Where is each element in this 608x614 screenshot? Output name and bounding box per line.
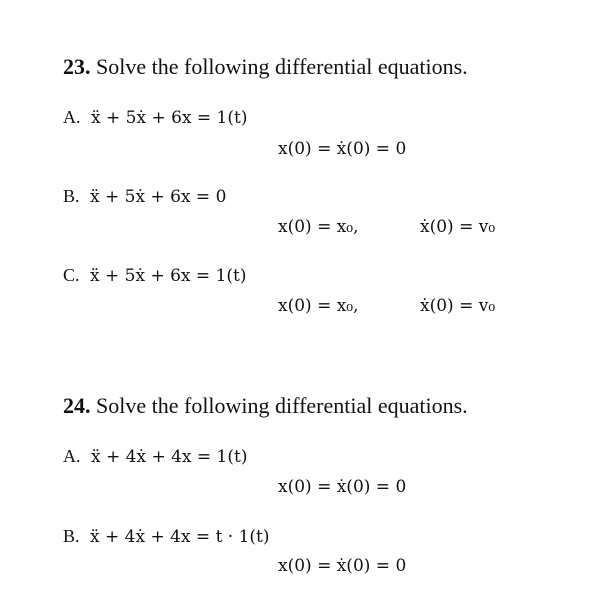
problem-24-number: 24. [63,393,91,418]
part-label: B. [63,526,80,546]
problem-23-part-c [63,266,246,285]
problem-23-part-b-condition-2: ẋ(0) = v₀ [420,217,496,237]
problem-23-part-c-condition-1: x(0) = x₀, [278,296,359,316]
problem-23-number: 23. [63,54,91,79]
problem-23-part-c-condition-2: ẋ(0) = v₀ [420,296,496,316]
part-label: A. [63,446,81,466]
part-equation: ẍ + 4ẋ + 4x = t · 1(t) [90,527,270,547]
part-equation: ẍ + 5ẋ + 6x = 0 [90,187,227,207]
part-label: C. [63,265,80,285]
problem-23-part-b [63,187,226,206]
problem-24-heading [63,395,468,417]
part-equation: ẍ + 4ẋ + 4x = 1(t) [91,447,248,467]
problem-23-part-a-condition: x(0) = ẋ(0) = 0 [278,139,407,159]
part-equation: ẍ + 5ẋ + 6x = 1(t) [90,266,247,286]
problem-24-part-a-condition: x(0) = ẋ(0) = 0 [278,477,407,497]
problem-23-part-a [63,108,247,127]
part-label: B. [63,186,80,206]
problem-24-title: Solve the following differential equations. [96,393,468,418]
problem-24-part-a [63,447,247,466]
part-equation: ẍ + 5ẋ + 6x = 1(t) [91,108,248,128]
problem-24-part-b [63,527,270,546]
problem-24-part-b-condition: x(0) = ẋ(0) = 0 [278,556,407,576]
problem-23-heading [63,56,468,78]
problem-23-title: Solve the following differential equations. [96,54,468,79]
part-label: A. [63,107,81,127]
problem-23-part-b-condition-1: x(0) = x₀, [278,217,359,237]
